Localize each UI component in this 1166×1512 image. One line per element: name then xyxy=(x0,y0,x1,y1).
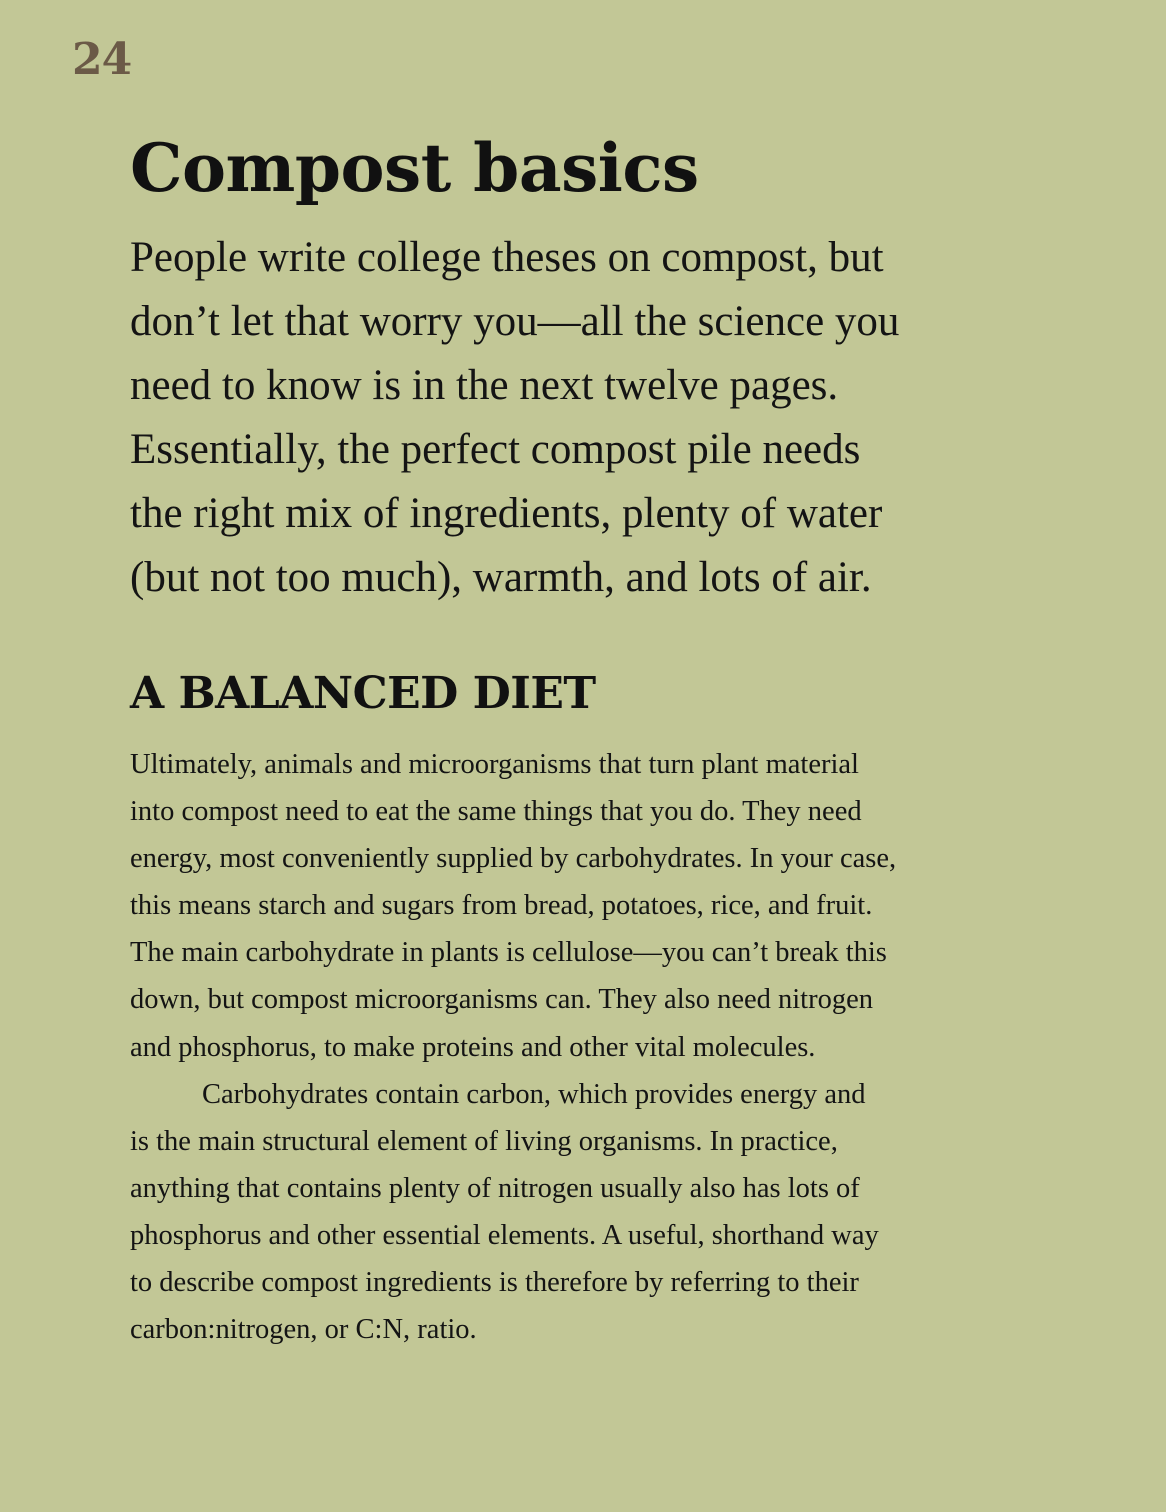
body-line: is the main structural element of living organisms. In practice, xyxy=(130,1125,838,1157)
intro-line: Essentially, the perfect compost pile needs xyxy=(130,426,861,473)
body-line: Carbohydrates contain carbon, which provides energy and xyxy=(202,1078,866,1110)
intro-line: People write college theses on compost, but xyxy=(130,234,884,281)
page-number: 24 xyxy=(72,34,132,85)
body-line: phosphorus and other essential elements. A useful, shorthand way xyxy=(130,1219,879,1251)
intro-paragraph xyxy=(130,226,1090,610)
body-line: to describe compost ingredients is therefore by referring to their xyxy=(130,1267,859,1299)
body-line: Ultimately, animals and microorganisms that turn plant material xyxy=(130,749,859,780)
intro-line: don’t let that worry you—all the science you xyxy=(130,298,900,345)
intro-line: the right mix of ingredients, plenty of water xyxy=(130,490,883,537)
body-line: anything that contains plenty of nitrogen usually also has lots of xyxy=(130,1172,860,1204)
body-line: down, but compost microorganisms can. They also need nitrogen xyxy=(130,984,873,1016)
body-line: carbon:nitrogen, or C:N, ratio. xyxy=(130,1314,477,1346)
body-line: this means starch and sugars from bread, potatoes, rice, and fruit. xyxy=(130,890,873,922)
page-title: Compost basics xyxy=(130,129,699,207)
body-line: energy, most conveniently supplied by carbohydrates. In your case, xyxy=(130,843,897,875)
intro-line: need to know is in the next twelve pages. xyxy=(130,362,839,409)
body-line: The main carbohydrate in plants is cellulose—you can’t break this xyxy=(130,937,887,969)
section-heading: A BALANCED DIET xyxy=(130,668,596,719)
body-line: into compost need to eat the same things that you do. They need xyxy=(130,796,862,828)
body-line: and phosphorus, to make proteins and other vital molecules. xyxy=(130,1031,816,1063)
intro-line: (but not too much), warmth, and lots of air. xyxy=(130,554,872,601)
section-body xyxy=(130,741,1090,1353)
